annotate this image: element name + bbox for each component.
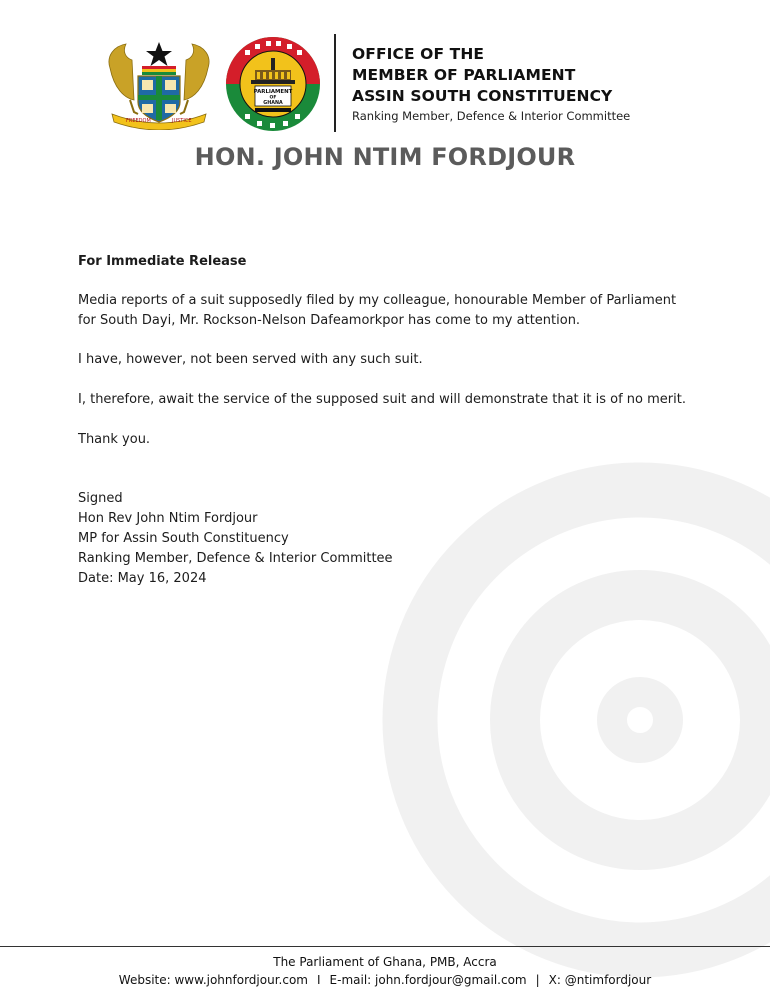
- crest-motto-left: FREEDOM: [126, 118, 151, 124]
- crest-motto-right: JUSTICE: [172, 118, 192, 124]
- seal-text-of: OF: [269, 95, 277, 101]
- signatory-committee: Ranking Member, Defence & Interior Committee: [78, 551, 393, 566]
- signatory-role: MP for Assin South Constituency: [78, 531, 289, 546]
- seal-text-ghana: GHANA: [263, 101, 283, 106]
- footer-website: Website: www.johnfordjour.com: [118, 973, 308, 987]
- footer-social: X: @ntimfordjour: [548, 973, 652, 987]
- footer-separator: I: [316, 973, 321, 987]
- office-line-1: OFFICE OF THE: [352, 45, 485, 63]
- footer-separator: |: [535, 973, 540, 987]
- footer-address: The Parliament of Ghana, PMB, Accra: [273, 955, 497, 969]
- footer-email: E-mail: john.fordjour@gmail.com: [329, 973, 527, 987]
- paragraph-2: I have, however, not been served with any such suit.: [78, 352, 423, 367]
- signatory-name: Hon Rev John Ntim Fordjour: [78, 511, 258, 526]
- paragraph-1: [78, 291, 718, 331]
- office-line-3: ASSIN SOUTH CONSTITUENCY: [352, 87, 613, 105]
- committee-subtitle: Ranking Member, Defence & Interior Committee: [352, 109, 631, 123]
- office-block: [352, 44, 630, 123]
- seal-text-parliament: PARLIAMENT: [253, 89, 293, 95]
- paragraph-1-line-2: for South Dayi, Mr. Rockson-Nelson Dafeamorkpor has come to my attention.: [78, 313, 581, 328]
- paragraph-4: Thank you.: [78, 432, 151, 447]
- parliament-seal-icon: [225, 36, 321, 132]
- paragraph-3: I, therefore, await the service of the supposed suit and will demonstrate that it is of no merit.: [78, 392, 686, 407]
- office-line-2: MEMBER OF PARLIAMENT: [352, 66, 576, 84]
- footer: [0, 953, 770, 989]
- signed-label: Signed: [78, 491, 123, 506]
- footer-contacts: [0, 971, 770, 989]
- letter-date: Date: May 16, 2024: [78, 571, 207, 586]
- letterhead-divider: [334, 34, 336, 132]
- paragraph-1-line-1: Media reports of a suit supposedly filed by my colleague, honourable Member of Parliament: [78, 293, 677, 308]
- member-name-banner: HON. JOHN NTIM FORDJOUR: [194, 143, 576, 171]
- release-label: For Immediate Release: [78, 254, 247, 269]
- signature-block: [78, 489, 393, 589]
- footer-divider: [0, 946, 770, 947]
- ghana-coat-of-arms-icon: [104, 38, 214, 130]
